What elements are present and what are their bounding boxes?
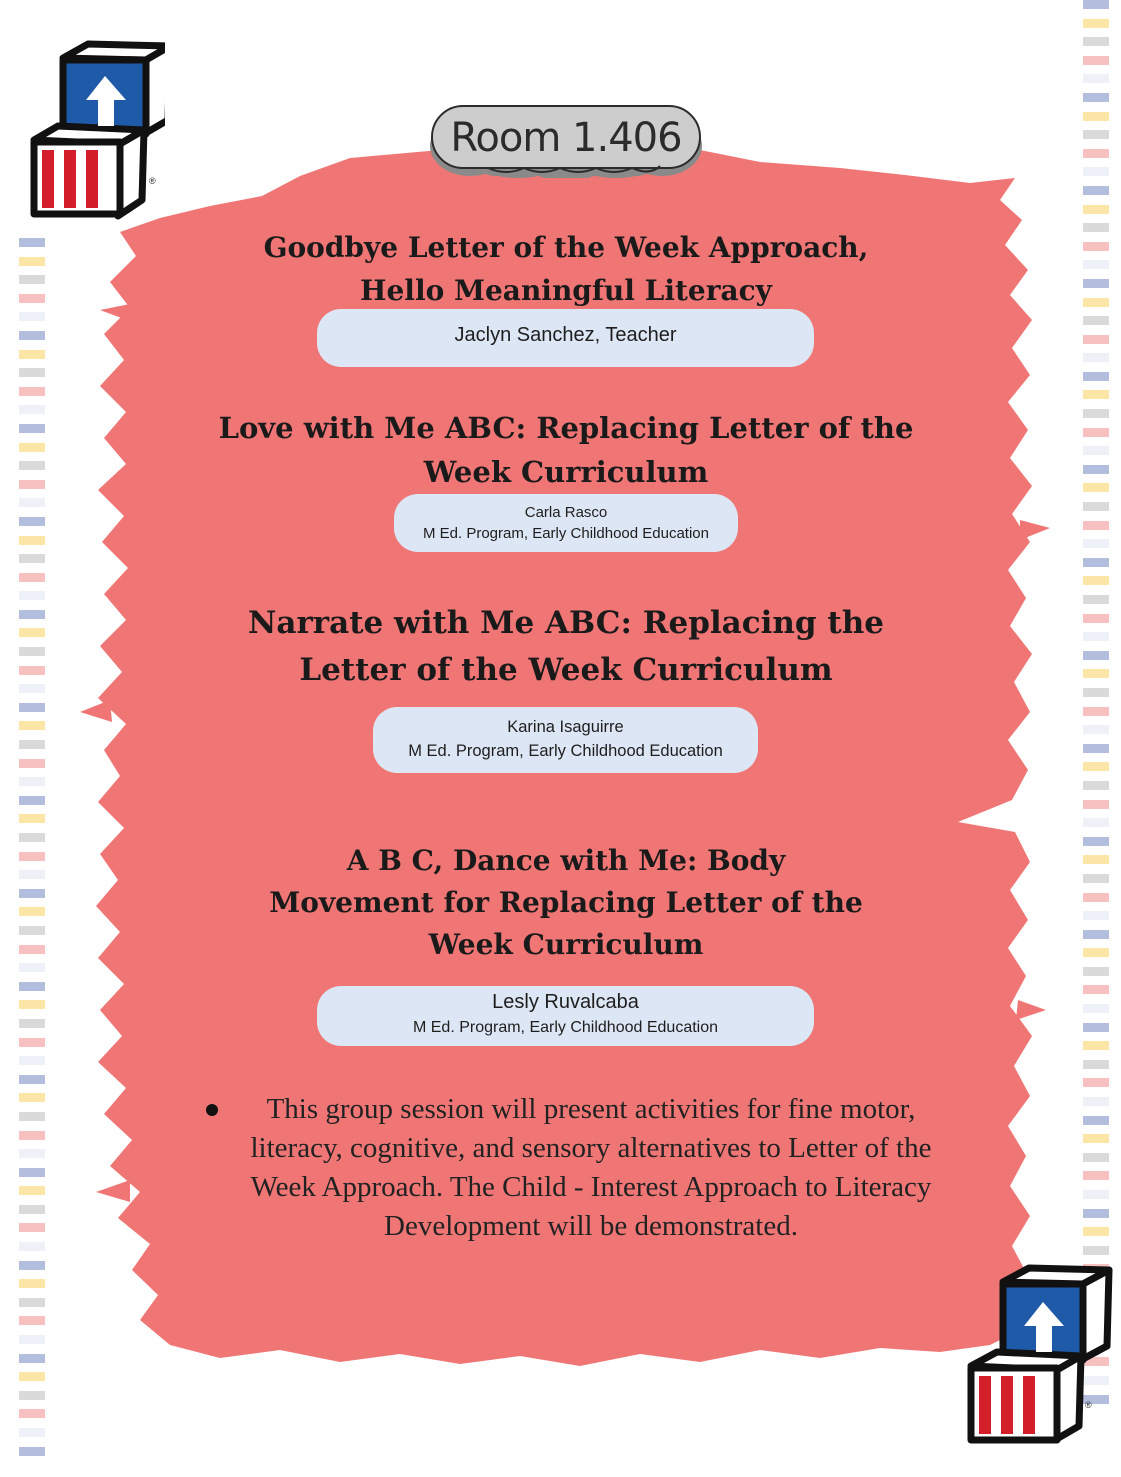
registered-mark: ® [1085, 1400, 1092, 1410]
session-2-presenter: Carla Rasco [524, 504, 608, 521]
session-3-title-line-2: Letter of the Week Curriculum [299, 652, 833, 688]
abc-blocks-logo-icon [965, 1262, 1115, 1447]
session-4-title-line-2: Movement for Replacing Letter of the [269, 886, 863, 919]
session-description: This group session will present activities for fine motor, literacy, cognitive, and sensory alternatives to Letter of the Week Approach. The Child - Interest Approach to Literacy Development will be demonstrated. [250, 1093, 932, 1242]
session-2-title-line-2: Week Curriculum [423, 455, 709, 489]
session-4-program: M Ed. Program, Early Childhood Education [412, 1019, 719, 1036]
session-4-presenter-pill [317, 986, 814, 1046]
bullet-icon [206, 1104, 218, 1116]
abc-blocks-logo-icon [30, 40, 165, 220]
session-4-title-line-1: A B C, Dance with Me: Body [346, 844, 786, 877]
session-2-title [150, 406, 982, 494]
session-2-presenter-pill [394, 494, 738, 552]
session-3-presenter: Karina Isaguirre [507, 718, 624, 736]
session-1-title-line-2: Hello Meaningful Literacy [360, 274, 772, 307]
session-2-title-line-1: Love with Me ABC: Replacing Letter of the [218, 411, 914, 445]
session-3-title-line-1: Narrate with Me ABC: Replacing the [248, 605, 884, 641]
session-2-program: M Ed. Program, Early Childhood Education [423, 525, 709, 542]
session-4-title [150, 840, 982, 966]
session-3-presenter-pill [373, 707, 758, 773]
session-4-presenter: Lesly Ruvalcaba [492, 991, 639, 1013]
session-4-title-line-3: Week Curriculum [428, 928, 704, 961]
session-3-title [150, 600, 982, 694]
session-1-presenter-pill [317, 309, 814, 367]
session-1-title [150, 226, 982, 312]
session-3-program: M Ed. Program, Early Childhood Education [408, 742, 723, 760]
registered-mark: ® [149, 176, 156, 186]
session-1-title-line-1: Goodbye Letter of the Week Approach, [263, 231, 869, 264]
room-label: Room 1.406 [450, 115, 682, 161]
session-1-presenter: Jaclyn Sanchez, Teacher [454, 324, 677, 346]
